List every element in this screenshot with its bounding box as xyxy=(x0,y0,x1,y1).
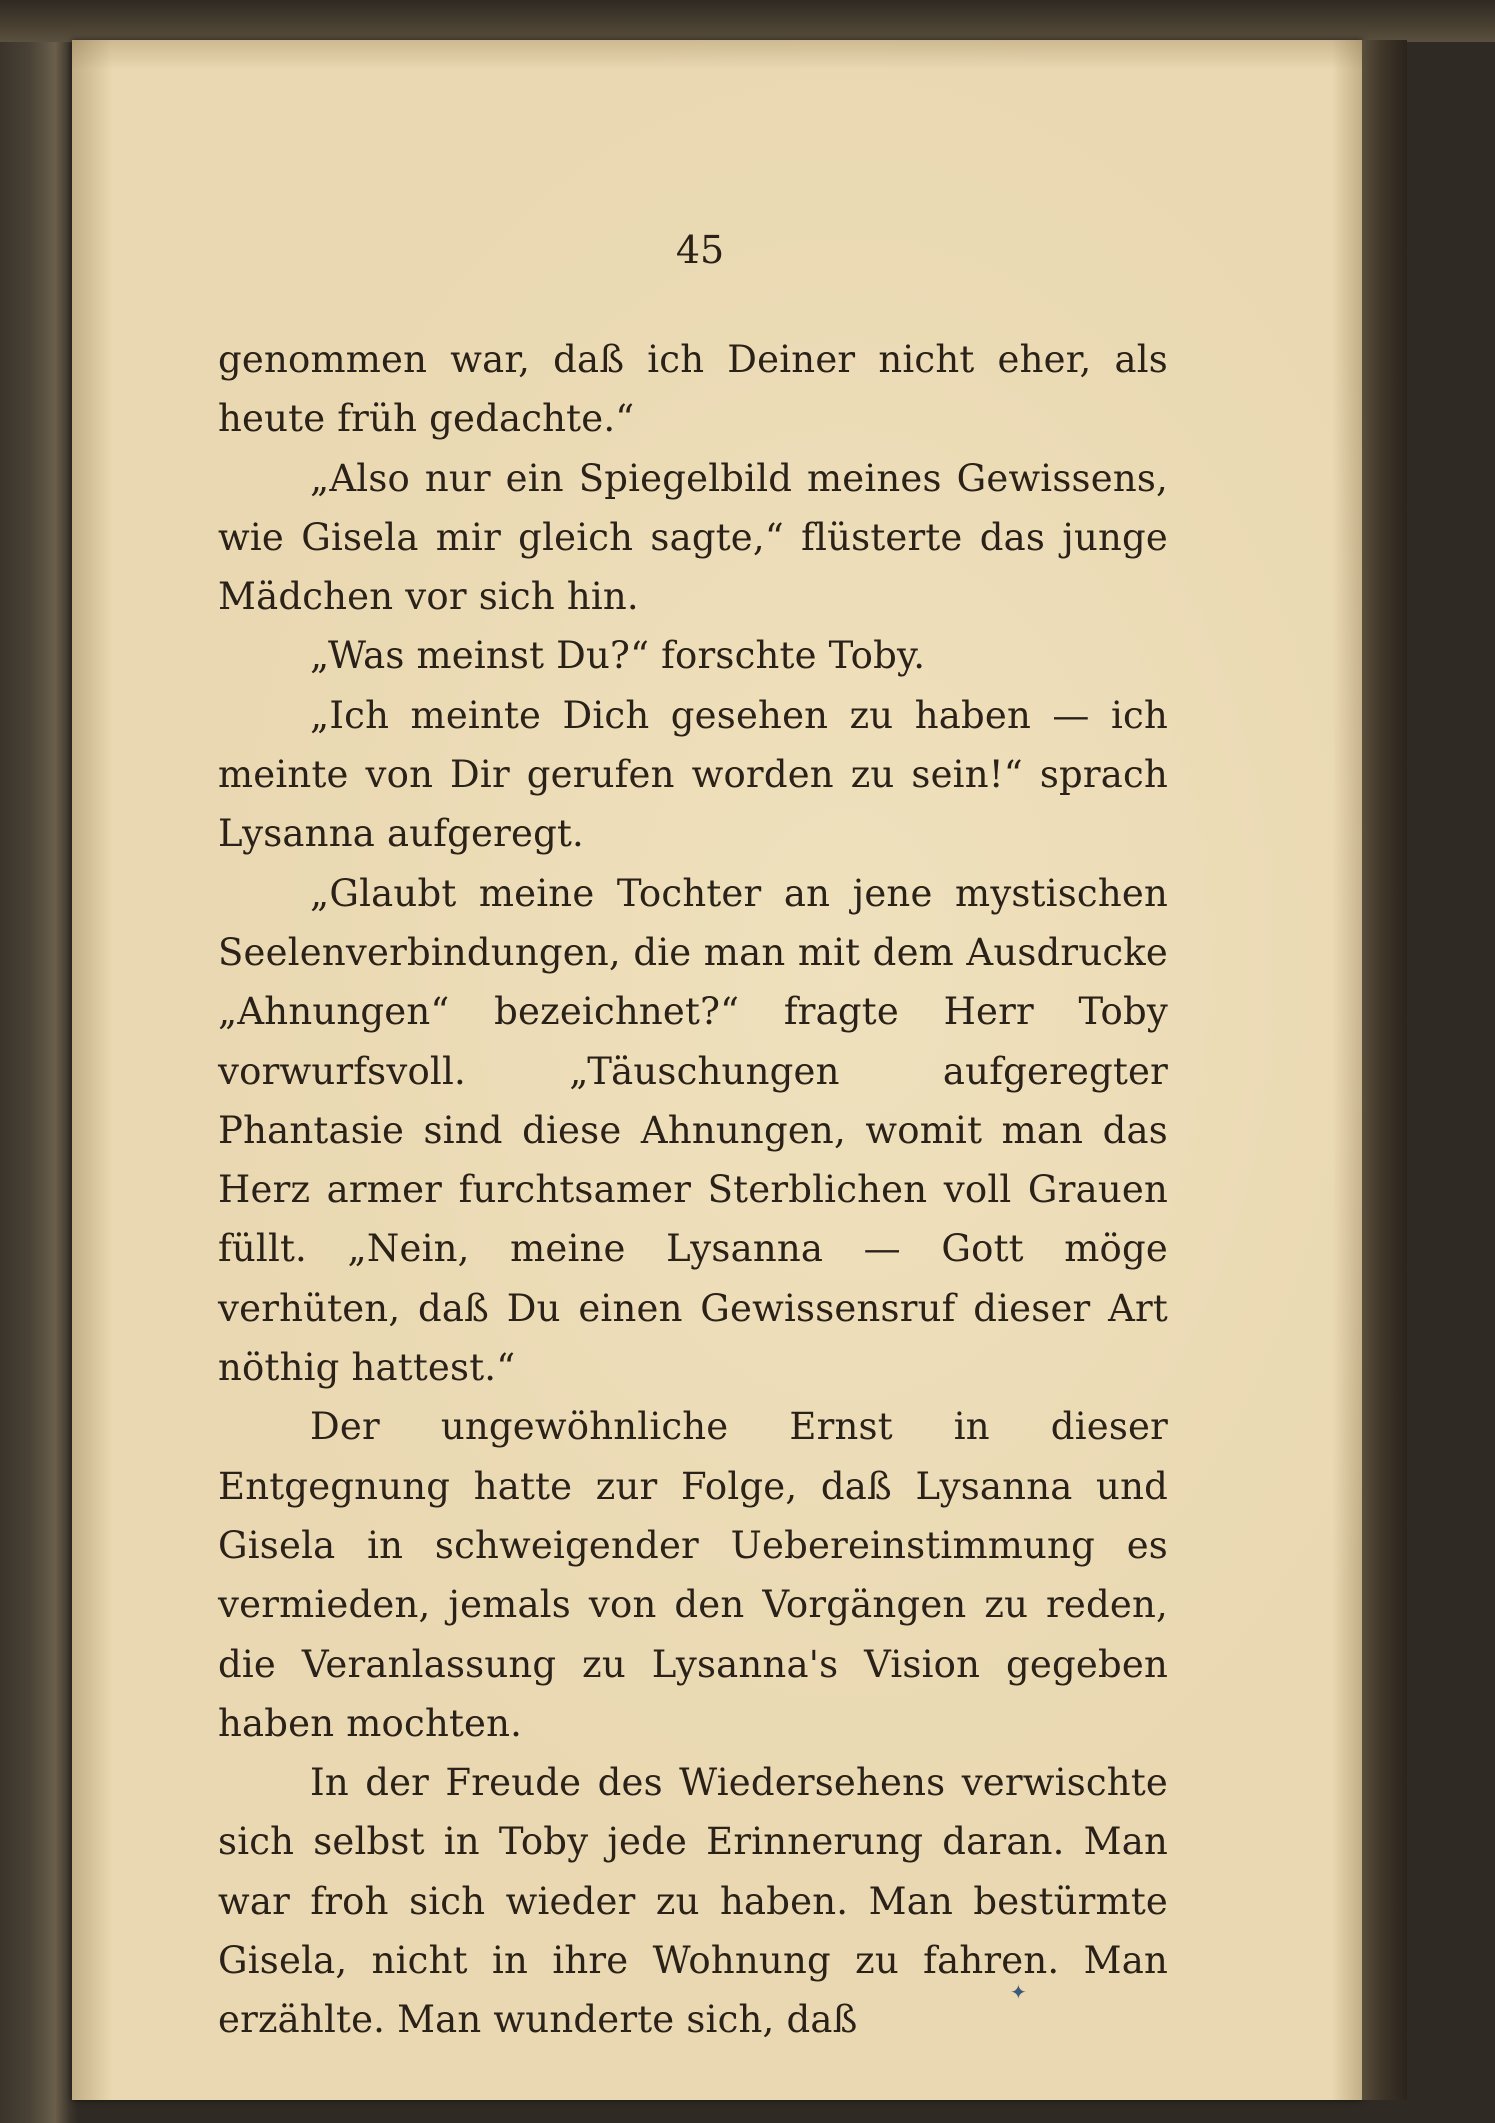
paragraph: „Ich meinte Dich gesehen zu haben — ich meinte von Dir gerufen worden zu sein!“ sprach Lysanna aufgeregt. xyxy=(218,693,1168,856)
paragraph: „Also nur ein Spiegelbild meines Gewissens, wie Gisela mir gleich sagte,“ flüsterte das junge Mädchen vor sich hin. xyxy=(218,456,1168,619)
book-right-edge xyxy=(1362,40,1407,2100)
paragraph: genommen war, daß ich Deiner nicht eher, als heute früh gedachte.“ xyxy=(218,338,1168,441)
paragraph: „Was meinst Du?“ forschte Toby. xyxy=(310,634,926,678)
page-number: 45 xyxy=(675,228,725,272)
paragraph: In der Freude des Wiedersehens verwischte sich selbst in Toby jede Erinnerung daran. Man war froh sich wieder zu haben. Man bestürmte Gisela, nicht in ihre Wohnung zu fahren. Man erzählte. Man wunderte sich, daß xyxy=(218,1761,1168,2042)
book-top-edge xyxy=(0,0,1495,42)
body-text xyxy=(218,330,1168,2050)
ink-speck-mark: ✦ xyxy=(1010,1980,1027,2004)
paragraph: Der ungewöhnliche Ernst in dieser Entgegnung hatte zur Folge, daß Lysanna und Gisela in schweigender Uebereinstimmung es vermieden, jemals von den Vorgängen zu reden, die Veranlassung zu Lysanna's Vision gegeben haben mochten. xyxy=(218,1405,1168,1745)
paragraph: „Glaubt meine Tochter an jene mystischen Seelenverbindungen, die man mit dem Ausdrucke „Ahnungen“ bezeichnet?“ fragte Herr Toby vorwurfsvoll. „Täuschungen aufgeregter Phantasie sind diese Ahnungen, womit man das Herz armer furchtsamer Sterblichen voll Grauen füllt. „Nein, meine Lysanna — Gott möge verhüten, daß Du einen Gewissensruf dieser Art nöthig hattest.“ xyxy=(218,871,1168,1390)
